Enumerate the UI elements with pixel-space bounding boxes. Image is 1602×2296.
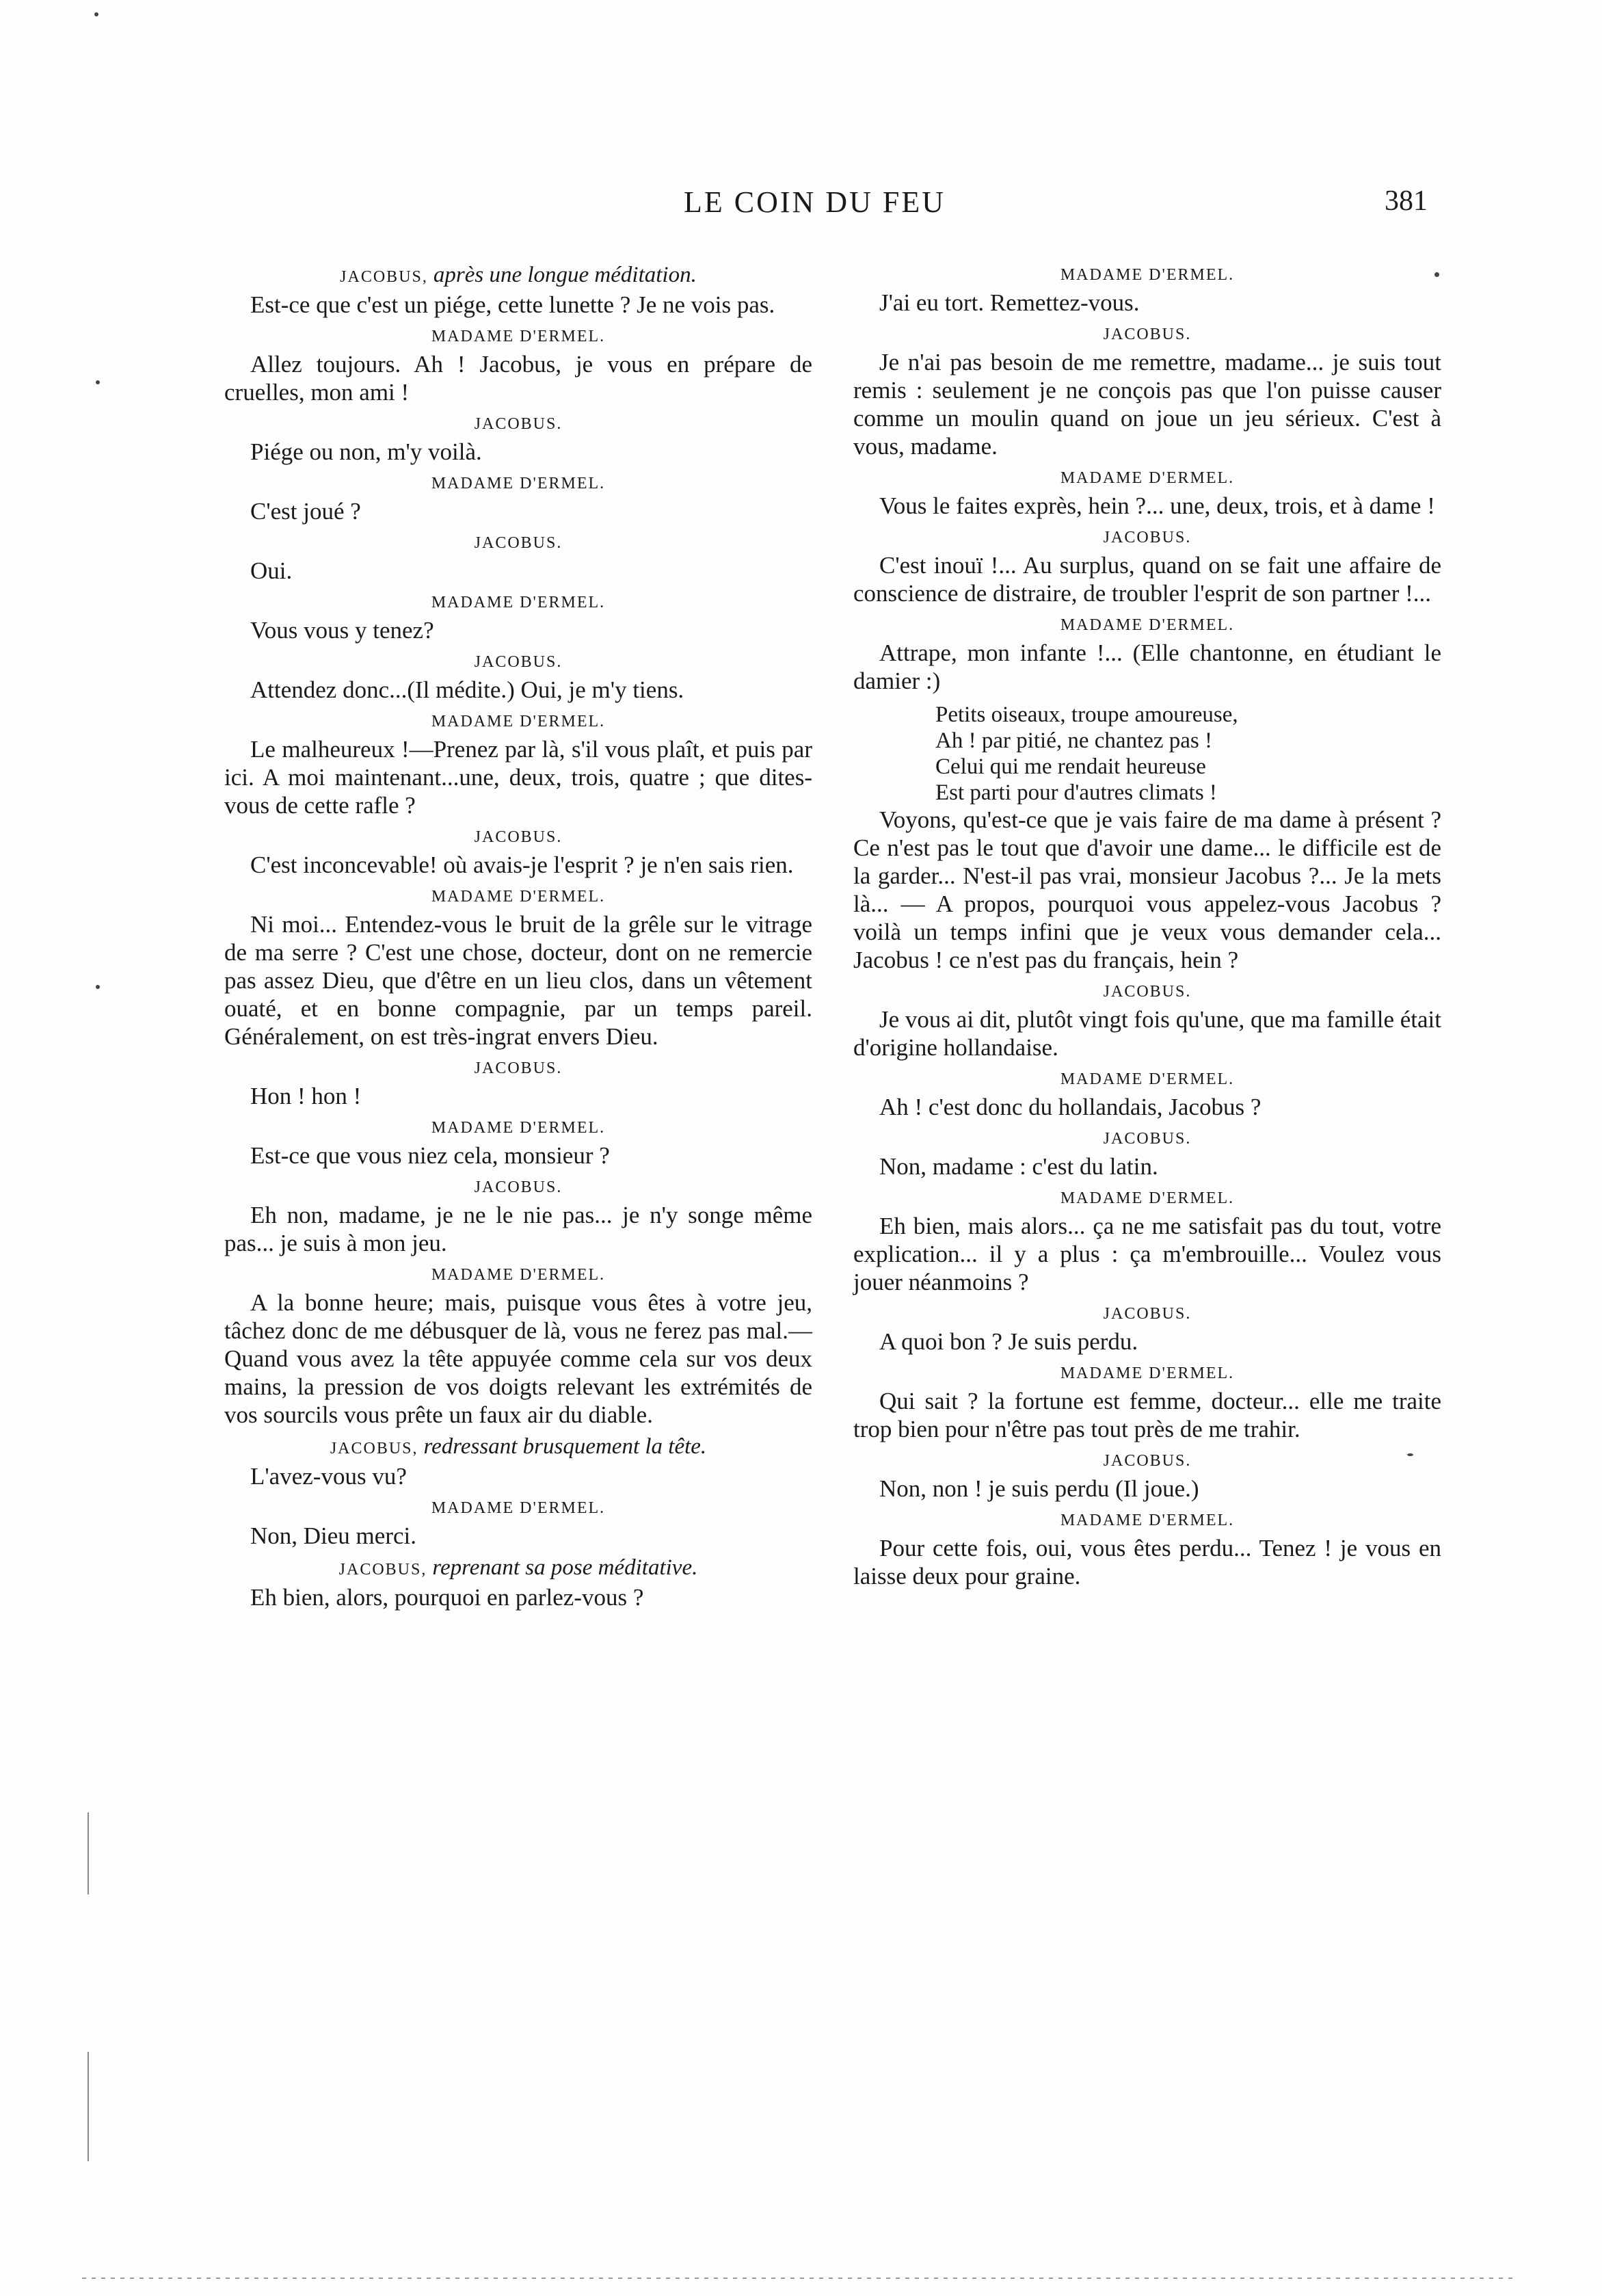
speaker-name — [224, 1497, 812, 1519]
dialogue-entry — [853, 527, 1441, 607]
speaker-label: MADAME D'ERMEL. — [431, 475, 606, 492]
dialogue-entry — [853, 1068, 1441, 1121]
speaker-label: JACOBUS. — [1103, 1130, 1192, 1148]
speech-text: Non, Dieu merci. — [250, 1522, 416, 1549]
speaker-name — [224, 473, 812, 494]
speaker-label: MADAME D'ERMEL. — [431, 713, 606, 730]
speaker-name — [853, 1303, 1441, 1325]
running-title: LE COIN DU FEU — [684, 185, 946, 219]
speech-text: L'avez-vous vu? — [250, 1463, 407, 1490]
speaker-name — [853, 1068, 1441, 1090]
dialogue-entry — [853, 1362, 1441, 1443]
speaker-name — [224, 532, 812, 554]
dialogue-entry — [853, 1303, 1441, 1356]
dialogue-entry — [853, 614, 1441, 695]
dialogue-entry — [853, 1187, 1441, 1296]
speaker-label: MADAME D'ERMEL. — [431, 1266, 606, 1284]
speech-text: Hon ! hon ! — [250, 1083, 362, 1109]
speech-text: A quoi bon ? Je suis perdu. — [879, 1328, 1138, 1355]
speaker-label: MADAME D'ERMEL. — [431, 328, 606, 345]
dialogue-entry — [853, 1128, 1441, 1180]
scan-speck — [96, 985, 100, 989]
speaker-label: JACOBUS. — [474, 1059, 563, 1077]
dialogue-entry — [224, 1436, 812, 1490]
scan-speck — [94, 12, 98, 16]
speaker-name — [853, 264, 1441, 286]
speaker-label: JACOBUS. — [1103, 529, 1192, 546]
scan-spine-mark — [88, 1812, 89, 1895]
speaker-label: JACOBUS. — [1103, 1452, 1192, 1470]
verse-line: Ah ! par pitié, ne chantez pas ! — [935, 728, 1212, 753]
dialogue-entry — [224, 1264, 812, 1429]
speech-text: Je vous ai dit, plutôt vingt fois qu'une, que ma famille était d'origine hollandaise. — [853, 1006, 1441, 1061]
speaker-name — [224, 826, 812, 848]
scan-bottom-edge — [82, 2278, 1518, 2279]
dialogue-entry — [224, 473, 812, 525]
left-column — [224, 260, 812, 1618]
speech-text: J'ai eu tort. Remettez-vous. — [879, 289, 1140, 316]
speaker-name — [224, 592, 812, 613]
stage-direction: après une longue méditation. — [433, 263, 697, 287]
speech-text: C'est inouï !... Au surplus, quand on se fait une affaire de conscience de distraire, de troubler l'esprit de son partner !... — [853, 552, 1441, 607]
speech-text: Qui sait ? la fortune est femme, docteur... elle me traite trop bien pour n'être pas tout près de me trahir. — [853, 1388, 1441, 1442]
speaker-label: JACOBUS. — [474, 828, 563, 846]
speaker-name — [224, 1057, 812, 1079]
dialogue-entry — [224, 886, 812, 1051]
dialogue-entry — [853, 1450, 1441, 1503]
speech-text: Pour cette fois, oui, vous êtes perdu... Tenez ! je vous en laisse deux pour graine. — [853, 1535, 1441, 1589]
dialogue-entry — [853, 981, 1441, 1061]
speaker-name — [853, 527, 1441, 549]
speech-text: C'est joué ? — [250, 498, 361, 525]
dialogue-entry — [224, 1117, 812, 1170]
speaker-label: MADAME D'ERMEL. — [1060, 469, 1235, 487]
right-column — [853, 260, 1441, 1597]
speaker-label: MADAME D'ERMEL. — [1060, 1070, 1235, 1088]
speaker-name — [853, 1509, 1441, 1531]
speaker-name — [224, 326, 812, 347]
speaker-label: JACOBUS. — [474, 1178, 563, 1196]
dialogue-entry — [224, 1176, 812, 1257]
speech-text: Vous vous y tenez? — [250, 617, 434, 644]
speech-text: Non, madame : c'est du latin. — [879, 1153, 1158, 1180]
speaker-label: MADAME D'ERMEL. — [431, 1499, 606, 1517]
speaker-name — [853, 1187, 1441, 1209]
speaker-label: JACOBUS, — [340, 268, 428, 286]
dialogue-entry — [853, 467, 1441, 520]
stage-direction: reprenant sa pose méditative. — [432, 1555, 698, 1580]
speaker-name — [853, 1450, 1441, 1472]
speaker-label: JACOBUS. — [1103, 326, 1192, 343]
speaker-label: JACOBUS. — [1103, 983, 1192, 1001]
song-verse — [935, 702, 1441, 806]
speaker-name — [224, 1557, 812, 1581]
speaker-name — [853, 614, 1441, 636]
speech-text: Est-ce que vous niez cela, monsieur ? — [250, 1142, 610, 1169]
speaker-label: MADAME D'ERMEL. — [1060, 616, 1235, 634]
dialogue-entry — [853, 324, 1441, 460]
verse-line: Est parti pour d'autres climats ! — [935, 780, 1217, 805]
scan-speck — [1407, 1453, 1413, 1456]
speaker-label: JACOBUS. — [474, 653, 563, 671]
page-number: 381 — [1385, 185, 1428, 217]
dialogue-entry — [853, 1509, 1441, 1590]
dialogue-entry — [224, 413, 812, 466]
speaker-name — [224, 1436, 812, 1460]
speech-text: Eh bien, alors, pourquoi en parlez-vous ? — [250, 1584, 644, 1611]
dialogue-entry — [224, 651, 812, 704]
speech-text: Ni moi... Entendez-vous le bruit de la grêle sur le vitrage de ma serre ? C'est une chose, docteur, dont on ne remercie pas assez Dieu, que d'être en un lieu clos, dans un vêtement ouaté, et en bonne compagnie, par un temps pareil. Généralement, on est très-ingrat envers Dieu. — [224, 911, 812, 1050]
speech-text: Ah ! c'est donc du hollandais, Jacobus ? — [879, 1094, 1261, 1120]
speaker-name — [224, 711, 812, 733]
speaker-label: JACOBUS. — [474, 415, 563, 433]
speaker-label: MADAME D'ERMEL. — [1060, 1364, 1235, 1382]
speaker-name — [224, 1264, 812, 1286]
speaker-label: MADAME D'ERMEL. — [1060, 1512, 1235, 1529]
speaker-name — [224, 1176, 812, 1198]
dialogue-entry — [224, 264, 812, 319]
speech-text: Attendez donc...(Il médite.) Oui, je m'y tiens. — [250, 676, 684, 703]
speech-text: Le malheureux !—Prenez par là, s'il vous plaît, et puis par ici. A moi maintenant...une, deux, trois, quatre ; que dites-vous de cette rafle ? — [224, 736, 812, 819]
speaker-label: MADAME D'ERMEL. — [431, 594, 606, 611]
scan-spine-mark — [88, 2052, 89, 2161]
verse-line: Petits oiseaux, troupe amoureuse, — [935, 702, 1238, 727]
dialogue-entry — [224, 592, 812, 644]
speaker-label: JACOBUS, — [338, 1561, 427, 1579]
speaker-name — [224, 1117, 812, 1139]
speaker-name — [224, 651, 812, 673]
speech-text: Non, non ! je suis perdu (Il joue.) — [879, 1475, 1199, 1502]
dialogue-entry — [224, 711, 812, 819]
dialogue-entry — [224, 326, 812, 406]
speaker-name — [853, 1362, 1441, 1384]
dialogue-entry — [224, 1557, 812, 1611]
speech-text: Piége ou non, m'y voilà. — [250, 438, 482, 465]
speaker-name — [853, 1128, 1441, 1150]
speech-text: Eh non, madame, je ne le nie pas... je n'y songe même pas... je suis à mon jeu. — [224, 1202, 812, 1256]
dialogue-entry — [224, 1497, 812, 1550]
speaker-label: MADAME D'ERMEL. — [431, 888, 606, 906]
speech-text: Voyons, qu'est-ce que je vais faire de ma dame à présent ? Ce n'est pas le tout que d'avoir une dame... le difficile est de la garder... N'est-il pas vrai, monsieur Jacobus ?... Je la mets là... — A propos, pourquoi vous appelez-vous Jacobus ? voilà un temps infini que je veux vous demander cela... Jacobus ! ce n'est pas du français, hein ? — [853, 806, 1441, 973]
speaker-name — [853, 981, 1441, 1003]
stage-direction: redressant brusquement la tête. — [423, 1434, 707, 1459]
dialogue-entry — [224, 1057, 812, 1110]
speaker-label: JACOBUS, — [330, 1440, 418, 1457]
speaker-label: MADAME D'ERMEL. — [431, 1119, 606, 1137]
speaker-label: JACOBUS. — [1103, 1305, 1192, 1323]
speaker-name — [853, 324, 1441, 345]
speaker-name — [853, 467, 1441, 489]
speech-text: C'est inconcevable! où avais-je l'esprit ? je n'en sais rien. — [250, 852, 794, 878]
speaker-label: JACOBUS. — [474, 534, 563, 552]
verse-line: Celui qui me rendait heureuse — [935, 754, 1206, 779]
speaker-label: MADAME D'ERMEL. — [1060, 266, 1235, 284]
speech-text: Attrape, mon infante !... (Elle chantonne, en étudiant le damier :) — [853, 639, 1441, 694]
speech-text: Est-ce que c'est un piége, cette lunette ? Je ne vois pas. — [250, 291, 775, 318]
speech-text: Je n'ai pas besoin de me remettre, madame... je suis tout remis : seulement je ne conçois pas que l'on puisse causer comme un moulin quand on joue un jeu sérieux. C'est à vous, madame. — [853, 349, 1441, 460]
dialogue-entry — [224, 532, 812, 585]
speaker-label: MADAME D'ERMEL. — [1060, 1189, 1235, 1207]
scan-speck — [96, 380, 100, 384]
speech-text: Allez toujours. Ah ! Jacobus, je vous en prépare de cruelles, mon ami ! — [224, 351, 812, 406]
dialogue-entry — [224, 826, 812, 879]
speech-text: Eh bien, mais alors... ça ne me satisfait pas du tout, votre explication... il y a plus : ça m'embrouille... Voulez vous jouer néanmoins ? — [853, 1213, 1441, 1295]
scan-speck — [1434, 272, 1439, 277]
dialogue-entry — [853, 264, 1441, 317]
running-head — [0, 185, 1602, 226]
speaker-name — [224, 264, 812, 288]
speech-text: Oui. — [250, 557, 293, 584]
speaker-name — [224, 413, 812, 435]
speaker-name — [224, 886, 812, 908]
speech-text: Vous le faites exprès, hein ?... une, deux, trois, et à dame ! — [879, 492, 1435, 519]
speech-text: A la bonne heure; mais, puisque vous êtes à votre jeu, tâchez donc de me débusquer de là, vous ne ferez pas mal.— Quand vous avez la tête appuyée comme cela sur vos deux mains, la pression de vos doigts relevant les extrémités de vos sourcils vous prête un faux air du diable. — [224, 1289, 812, 1428]
